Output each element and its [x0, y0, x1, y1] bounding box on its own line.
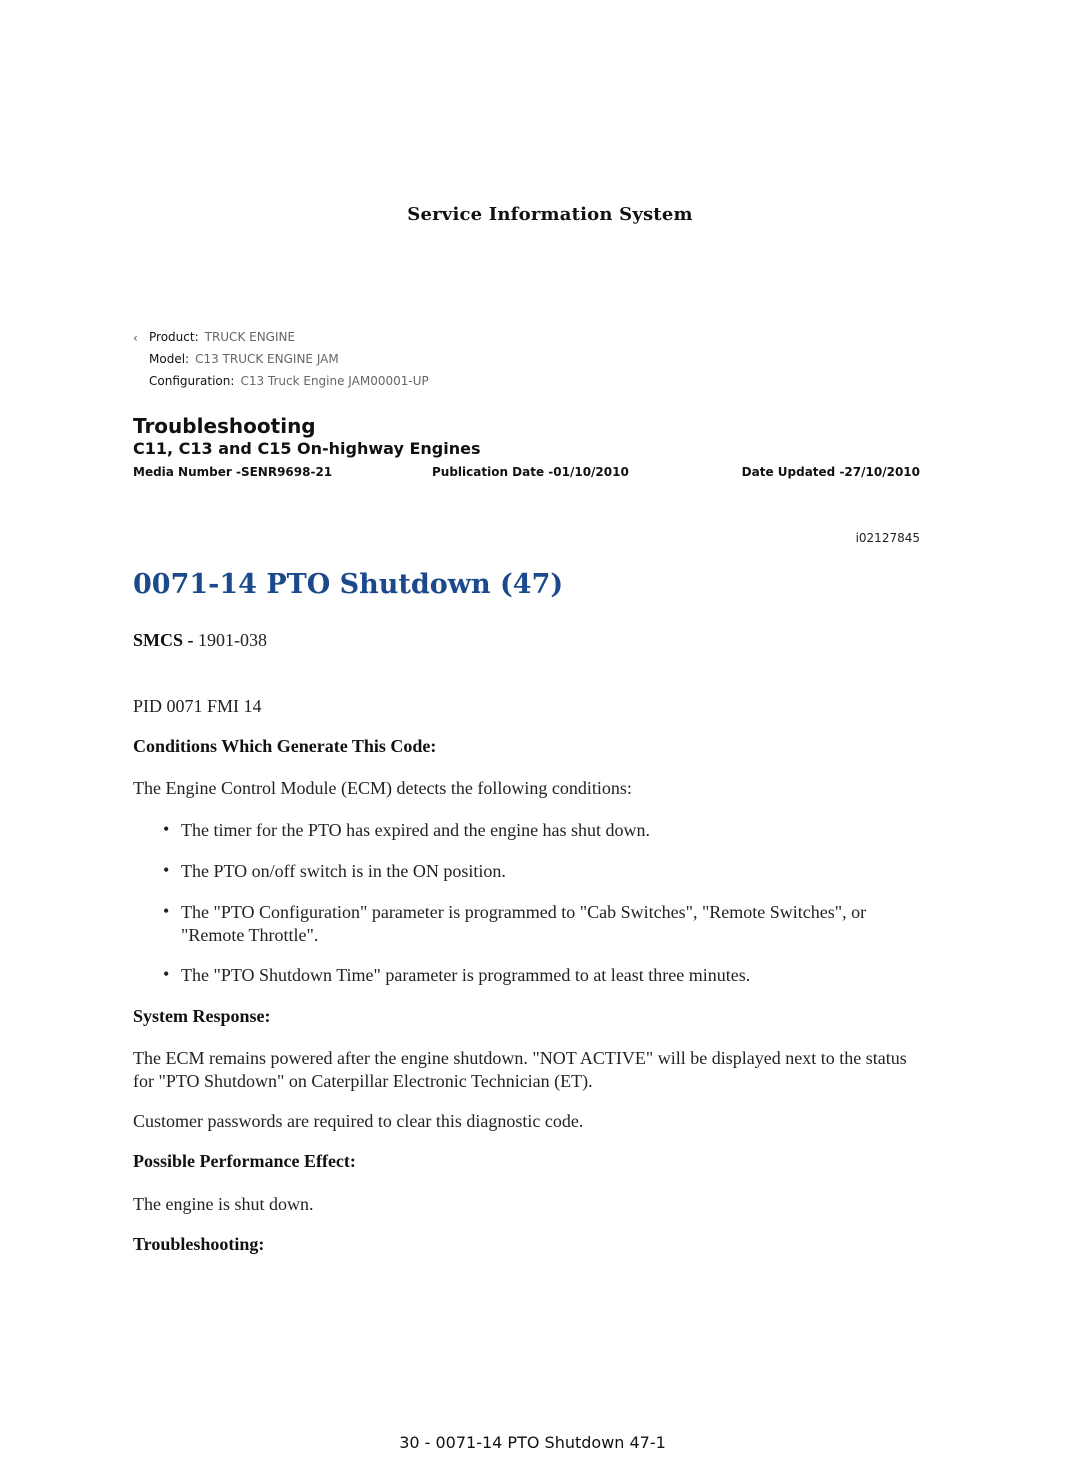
breadcrumb-product — [149, 330, 295, 344]
smcs-line — [133, 629, 267, 652]
document-title: Troubleshooting — [133, 414, 316, 438]
media-number: Media Number -SENR9698-21 — [133, 465, 333, 479]
list-item: The PTO on/off switch is in the ON position. — [181, 861, 506, 881]
product-link[interactable]: TRUCK ENGINE — [204, 330, 296, 344]
product-label: Product: — [149, 330, 199, 344]
chevron-left-icon[interactable]: ‹ — [133, 331, 138, 345]
customer-passwords-text: Customer passwords are required to clear this diagnostic code. — [133, 1111, 584, 1131]
breadcrumb-model — [149, 352, 339, 366]
conditions-intro: The Engine Control Module (ECM) detects the following conditions: — [133, 778, 632, 798]
bullet-icon: • — [163, 964, 170, 984]
publication-date: Publication Date -01/10/2010 — [432, 465, 629, 479]
model-label: Model: — [149, 352, 190, 366]
bullet-icon: • — [163, 860, 170, 880]
page-heading: 0071-14 PTO Shutdown (47) — [133, 569, 564, 600]
bullet-icon: • — [163, 901, 170, 921]
performance-text: The engine is shut down. — [133, 1194, 314, 1214]
date-updated: Date Updated -27/10/2010 — [741, 465, 920, 479]
conditions-heading: Conditions Which Generate This Code: — [133, 736, 437, 756]
list-item: The "PTO Configuration" parameter is programmed to "Cab Switches", "Remote Switches", or "Remote Throttle". — [181, 902, 867, 945]
system-response-heading: System Response: — [133, 1006, 271, 1026]
system-response-text: The ECM remains powered after the engine shutdown. "NOT ACTIVE" will be displayed next to the status for "PTO Shutdown" on Caterpillar Electronic Technician (ET). — [133, 1048, 907, 1091]
pid-line: PID 0071 FMI 14 — [133, 696, 262, 716]
document-id: i02127845 — [855, 531, 920, 545]
performance-heading: Possible Performance Effect: — [133, 1151, 356, 1171]
page-footer: 30 - 0071-14 PTO Shutdown 47-1 — [399, 1433, 666, 1452]
troubleshooting-heading: Troubleshooting: — [133, 1234, 265, 1254]
breadcrumb-configuration — [149, 374, 429, 388]
configuration-link[interactable]: C13 Truck Engine JAM00001-UP — [240, 374, 429, 388]
system-title: Service Information System — [407, 204, 693, 225]
list-item: The "PTO Shutdown Time" parameter is programmed to at least three minutes. — [181, 965, 751, 985]
smcs-label: SMCS - — [133, 630, 199, 650]
list-item: The timer for the PTO has expired and the engine has shut down. — [181, 820, 651, 840]
bullet-icon: • — [163, 819, 170, 839]
document-subtitle: C11, C13 and C15 On-highway Engines — [133, 439, 481, 458]
configuration-label: Configuration: — [149, 374, 235, 388]
smcs-value: 1901-038 — [198, 630, 268, 650]
model-link[interactable]: C13 TRUCK ENGINE JAM — [195, 352, 339, 366]
